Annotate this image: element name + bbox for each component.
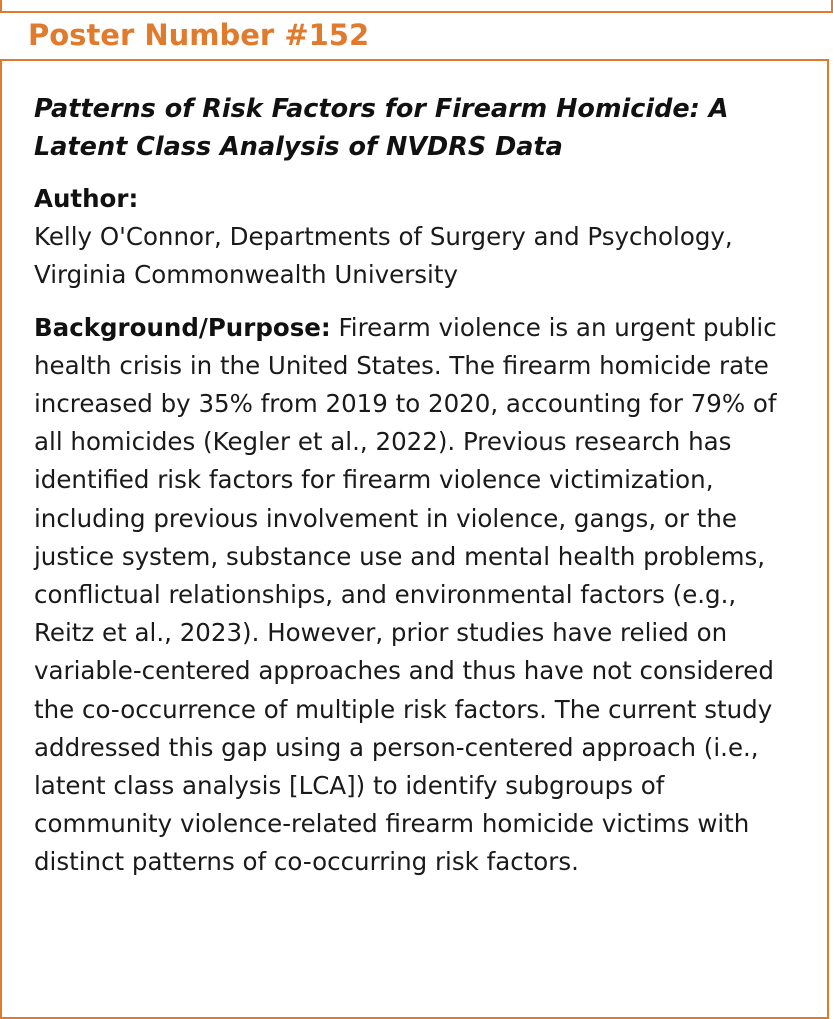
background-paragraph [34,309,804,882]
background-label: Background/Purpose: [34,312,331,342]
abstract-title: Patterns of Risk Factors for Firearm Homicide: A Latent Class Analysis of NVDRS Data [34,94,729,162]
author-label: Author: [34,184,139,213]
poster-number-heading: Poster Number #152 [28,18,370,52]
abstract-content [34,90,804,882]
background-text: Firearm violence is an urgent public health crisis in the United States. The firearm homicide rate increased by 35% from 2019 to 2020, accounting for 79% of all homicides (Kegler et al., 2022). Previous research has identified risk factors for firearm violence victimization, including previous involvement in violence, gangs, or the justice system, substance use and mental health problems, conflictual relationships, and environmental factors (e.g., Reitz et al., 2023). However, prior studies have relied on variable-centered approaches and thus have not considered the co-occurrence of multiple risk factors. The current study addressed this gap using a person-centered approach (i.e., latent class analysis [LCA]) to identify subgroups of community violence-related firearm homicide victims with distinct patterns of co-occurring risk factors. [34,312,777,877]
author-text: Kelly O'Connor, Departments of Surgery and Psychology, Virginia Commonwealth University [34,222,733,290]
